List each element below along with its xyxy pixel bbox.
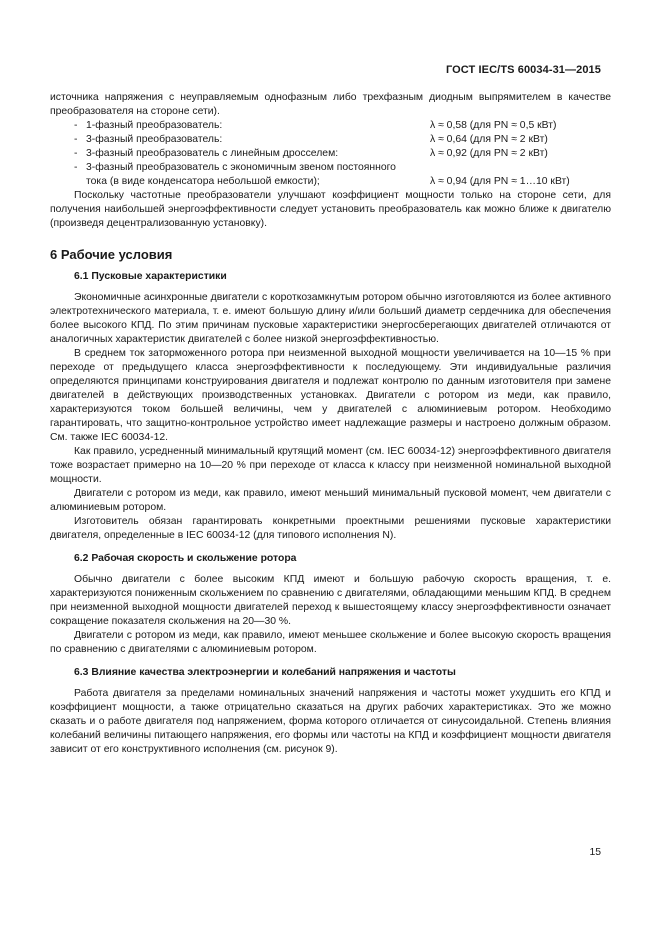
- paragraph: В среднем ток заторможенного ротора при неизменной выходной мощности увеличивается на 10—15 % при переходе от предыдущего класса энергоэффективности к последующему. Эти индивидуальные различия определяются принципами конструирования двигателя и подлежат контролю по данным изготовителя при замене двигателей в действующих производственных установках. Двигатели с ротором из меди, как правило, характеризуются током большей величины, чем у двигателей с алюминиевым ротором. Необходимо гарантировать, что защитно-контрольное устройство имеет надлежащие размеры и настроено должным образом. См. также IEC 60034-12.: [50, 348, 611, 443]
- list-dash: -: [74, 162, 78, 173]
- paragraph: Как правило, усредненный минимальный крутящий момент (см. IEC 60034-12) энергоэффективного двигателя тоже возрастает примерно на 10—20 % при переходе от класса к классу при неизменной номинальной выходной мощности.: [50, 446, 611, 485]
- paragraph: Работа двигателя за пределами номинальных значений напряжения и частоты может ухудшить его КПД и коэффициент мощности, а также отрицательно сказаться на других рабочих характеристиках. Это же можно сказать и о работе двигателя под напряжением, форма которого отличается от синусоидальной. Степень влияния колебаний величины питающего напряжения, его формы или частоты на КПД и коэффициент мощности двигателя зависит от его конструктивного исполнения (см. рисунок 9).: [50, 688, 611, 755]
- subsection-title-6-2: 6.2 Рабочая скорость и скольжение ротора: [74, 553, 297, 564]
- list-dash: -: [74, 120, 78, 131]
- standard-code: ГОСТ IEC/TS 60034-31—2015: [445, 64, 601, 76]
- intro-continuation: источника напряжения с неуправляемым однофазным либо трехфазным диодным выпрямителем в качестве преобразователя на стороне сети).: [50, 92, 611, 117]
- list-item: [50, 119, 611, 133]
- paragraph: Изготовитель обязан гарантировать конкретными проектными решениями пусковые характеристики двигателя, определенные в IEC 60034-12 (для типового исполнения N).: [50, 516, 611, 541]
- variant-value: λ ≈ 0,94 (для PN ≈ 1…10 кВт): [430, 176, 570, 187]
- variant-name: 3-фазный преобразователь с экономичным звеном постоянного тока (в виде конденсатора небольшой емкости);: [86, 162, 396, 187]
- subsection-title-6-1: 6.1 Пусковые характеристики: [74, 271, 227, 282]
- variant-value: λ ≈ 0,92 (для PN ≈ 2 кВт): [430, 148, 548, 159]
- list-item: [50, 161, 611, 189]
- list-dash: -: [74, 134, 78, 145]
- paragraph: Двигатели с ротором из меди, как правило, имеют меньший минимальный пусковой момент, чем двигатели с алюминиевым ротором.: [50, 488, 611, 513]
- variant-name: 1-фазный преобразователь:: [86, 120, 223, 131]
- paragraph: Обычно двигатели с более высоким КПД имеют и большую рабочую скорость вращения, т. е. характеризуются пониженным скольжением по сравнению с двигателями, обладающими меньшим КПД. В среднем при неизменной выходной мощности двигателей переход к вышестоящему классу энергоэффективности означает сокращение показателя скольжения на 20—30 %.: [50, 574, 611, 627]
- subsection-title-6-3: 6.3 Влияние качества электроэнергии и колебаний напряжения и частоты: [74, 667, 456, 678]
- variant-name: 3-фазный преобразователь с линейным дросселем:: [86, 148, 339, 159]
- paragraph: Двигатели с ротором из меди, как правило, имеют меньшее скольжение и более высокую скорость вращения по сравнению с двигателями с алюминиевым ротором.: [50, 630, 611, 655]
- list-item: [50, 147, 611, 161]
- page-number: 15: [589, 847, 601, 858]
- intro-closing-paragraph: Поскольку частотные преобразователи улучшают коэффициент мощности только на стороне сети, для получения наибольшей энергоэффективности следует установить преобразователь как можно ближе к двигателю (произведя децентрализованную установку).: [50, 190, 611, 229]
- variant-value: λ ≈ 0,58 (для PN ≈ 0,5 кВт): [430, 120, 557, 131]
- page-content: [50, 91, 611, 757]
- variant-name: 3-фазный преобразователь:: [86, 134, 223, 145]
- list-item: [50, 133, 611, 147]
- paragraph: Экономичные асинхронные двигатели с короткозамкнутым ротором обычно изготовляются из более активного электротехнического материала, т. е. имеют большую длину и/или больший диаметр сердечника для обеспечения более высокого КПД. По этим причинам пусковые характеристики энергосберегающих двигателей отличаются от аналогичных характеристик двигателей с более низкой энергоэффективностью.: [50, 292, 611, 345]
- converter-variants-list: [50, 119, 611, 189]
- section-title: 6 Рабочие условия: [50, 247, 173, 262]
- variant-value: λ ≈ 0,64 (для PN ≈ 2 кВт): [430, 134, 548, 145]
- list-dash: -: [74, 148, 78, 159]
